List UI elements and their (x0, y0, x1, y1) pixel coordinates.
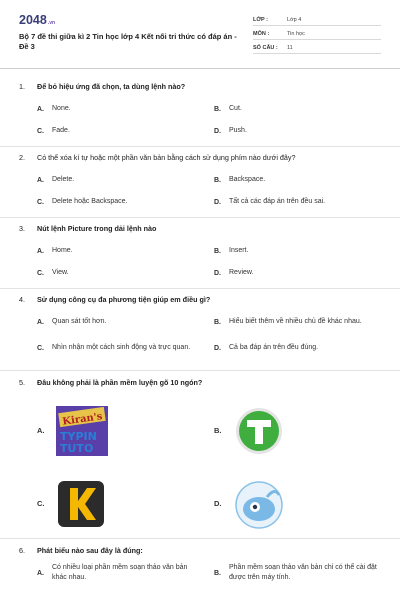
option-text: Có nhiều loại phần mềm soạn thảo văn bản khác nhau. (52, 564, 188, 581)
svg-text:Kiran's: Kiran's (61, 410, 104, 428)
option-letter: D. (214, 344, 221, 352)
question-text: Để bỏ hiệu ứng đã chọn, ta dùng lệnh nào? (37, 81, 186, 91)
option-c[interactable] (37, 191, 204, 213)
blue-mascot-logo (233, 479, 285, 529)
option-text: View. (52, 269, 69, 277)
option-b[interactable] (214, 400, 381, 461)
svg-text:TYPIN: TYPIN (60, 429, 97, 443)
option-text: Push. (229, 127, 247, 135)
option-letter: B. (214, 247, 221, 255)
option-b[interactable] (214, 240, 381, 262)
option-d[interactable] (214, 120, 381, 142)
options (37, 240, 381, 284)
option-c[interactable] (37, 262, 204, 284)
option-text: Nhìn nhận một cách sinh động và trực quan. (52, 344, 191, 352)
question-1 (19, 80, 381, 142)
options (37, 400, 381, 534)
option-letter: A. (37, 318, 44, 326)
option-d[interactable] (214, 191, 381, 213)
option-letter: C. (37, 269, 44, 277)
option-c[interactable] (37, 473, 204, 534)
question-text: Nút lệnh Picture trong dải lệnh nào (37, 223, 157, 233)
question-number: 6. (19, 545, 25, 555)
option-text: Delete. (52, 176, 75, 184)
option-text: Hiểu biết thêm về nhiều chủ đề khác nhau. (229, 318, 362, 326)
option-letter: D. (214, 127, 221, 135)
option-a[interactable] (37, 400, 204, 461)
option-text: Review. (229, 269, 254, 277)
question-header (19, 544, 381, 556)
option-text: None. (52, 105, 71, 113)
option-c[interactable] (37, 333, 204, 363)
option-letter: A. (37, 426, 45, 435)
divider (0, 217, 400, 218)
option-letter: C. (37, 198, 44, 206)
option-letter: D. (214, 269, 221, 277)
option-text: Cả ba đáp án trên đều đúng. (229, 344, 319, 352)
question-number: 4. (19, 294, 25, 304)
option-text: Cut. (229, 105, 242, 113)
question-header (19, 376, 381, 388)
question-5 (19, 376, 381, 534)
option-text: Fade. (52, 127, 70, 135)
header (19, 0, 381, 64)
divider (0, 370, 400, 371)
option-d[interactable] (214, 473, 381, 534)
green-t-logo (233, 406, 285, 456)
question-3 (19, 222, 381, 284)
options (37, 311, 381, 363)
option-letter: D. (214, 198, 221, 206)
svg-text:TUTO: TUTO (60, 441, 94, 455)
option-text: Tất cả các đáp án trên đều sai. (229, 198, 326, 206)
option-a[interactable] (37, 169, 204, 191)
meta-row-subject (253, 28, 381, 40)
option-letter: B. (214, 569, 221, 577)
option-c[interactable] (37, 120, 204, 142)
option-letter: B. (214, 426, 222, 435)
option-text: Backspace. (229, 176, 266, 184)
question-header (19, 293, 381, 305)
question-6 (19, 544, 381, 584)
meta-key: LỚP : (253, 16, 268, 23)
question-2 (19, 151, 381, 213)
option-a[interactable] (37, 98, 204, 120)
meta-row-class (253, 14, 381, 26)
meta-value: Lớp 4 (287, 16, 302, 23)
options (37, 98, 381, 142)
question-number: 5. (19, 377, 25, 387)
option-letter: A. (37, 247, 44, 255)
question-text: Sử dụng công cụ đa phương tiện giúp em điều gì? (37, 294, 211, 304)
option-text: Quan sát tốt hơn. (52, 318, 107, 326)
brand-suffix: .vn (47, 20, 56, 26)
option-text: Home. (52, 247, 73, 255)
question-number: 3. (19, 223, 25, 233)
option-text: Delete hoặc Backspace. (52, 198, 128, 206)
option-text: Phần mềm soạn thảo văn bản chỉ có thể cài đặt được trên máy tính. (229, 564, 377, 581)
option-letter: A. (37, 569, 44, 577)
option-a[interactable] (37, 562, 204, 584)
meta-key: SỐ CÂU : (253, 44, 278, 51)
brand-name: 2048 (19, 13, 47, 27)
question-header (19, 151, 381, 163)
meta-info (253, 14, 381, 64)
option-letter: A. (37, 105, 44, 113)
question-number: 2. (19, 152, 25, 162)
meta-value: Tin học (287, 30, 305, 37)
option-letter: B. (214, 176, 221, 184)
option-letter: A. (37, 176, 44, 184)
option-d[interactable] (214, 333, 381, 363)
divider (0, 146, 400, 147)
option-d[interactable] (214, 262, 381, 284)
option-a[interactable] (37, 311, 204, 333)
question-number: 1. (19, 81, 25, 91)
header-left (19, 14, 239, 64)
meta-row-count (253, 42, 381, 54)
option-b[interactable] (214, 169, 381, 191)
options (37, 169, 381, 213)
divider (0, 288, 400, 289)
kirans-typing-tutor-logo (56, 406, 108, 456)
question-text: Phát biểu nào sau đây là đúng: (37, 545, 143, 555)
site-logo[interactable] (19, 14, 239, 27)
question-4 (19, 293, 381, 363)
option-letter: C. (37, 127, 44, 135)
question-text: Đâu không phải là phần mềm luyện gõ 10 ngón? (37, 377, 203, 387)
question-text: Có thể xóa kí tự hoặc một phần văn bản bằng cách sử dụng phím nào dưới đây? (37, 152, 296, 162)
header-divider (0, 68, 400, 69)
option-b[interactable] (214, 98, 381, 120)
option-b[interactable] (214, 562, 381, 584)
meta-key: MÔN : (253, 30, 270, 37)
option-text: Insert. (229, 247, 249, 255)
option-letter: B. (214, 105, 221, 113)
question-header (19, 222, 381, 234)
question-header (19, 80, 381, 92)
options (37, 562, 381, 584)
option-letter: B. (214, 318, 221, 326)
option-letter: D. (214, 499, 222, 508)
option-letter: C. (37, 499, 45, 508)
divider (0, 538, 400, 539)
option-b[interactable] (214, 311, 381, 333)
meta-value: 11 (287, 44, 293, 51)
page-title: Bộ 7 đề thi giữa kì 2 Tin học lớp 4 Kết nối tri thức có đáp án - Đề 3 (19, 31, 237, 51)
option-a[interactable] (37, 240, 204, 262)
yellow-k-logo (56, 479, 108, 529)
option-letter: C. (37, 344, 44, 352)
